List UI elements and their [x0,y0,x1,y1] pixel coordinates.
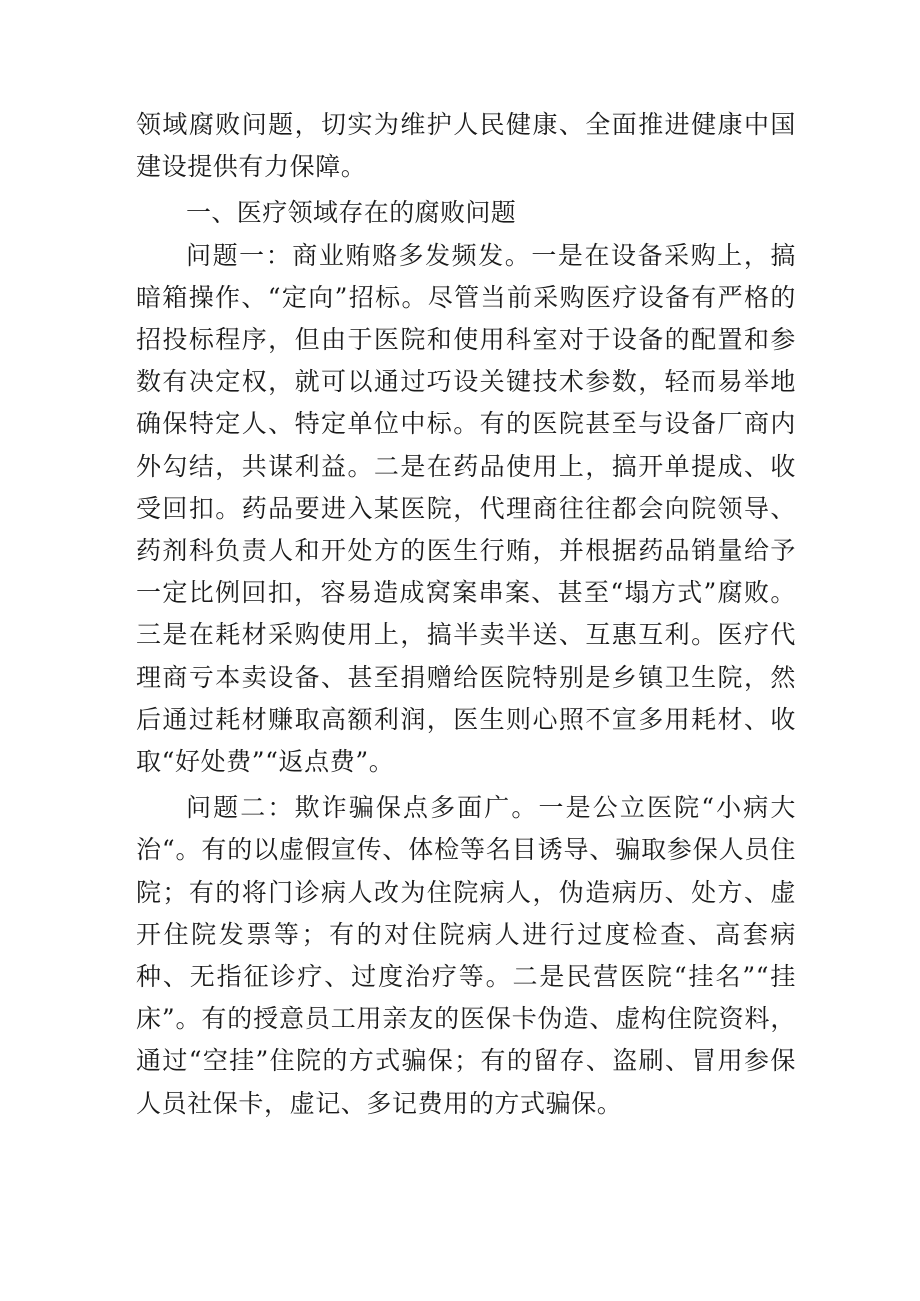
paragraph-problem-two: 问题二：欺诈骗保点多面广。一是公立医院“小病大治“。有的以虚假宣传、体检等名目诱导、骗取参保人员住院；有的将门诊病人改为住院病人，伪造病历、处方、虚开住院发票等；有的对住院病人进行过度检查、高套病种、无指征诊疗、过度治疗等。二是民营医院“挂名”“挂床”。有的授意员工用亲友的医保卡伪造、虚构住院资料，通过“空挂”住院的方式骗保；有的留存、盗刷、冒用参保人员社保卡，虚记、多记费用的方式骗保。 [136,793,796,1118]
section-heading: 一、医疗领域存在的腐败问题 [186,198,517,228]
continuation-paragraph: 领域腐败问题，切实为维护人民健康、全面推进健康中国建设提供有力保障。 [136,110,796,182]
document-body [136,104,796,1125]
paragraph-problem-one: 问题一：商业贿赂多发频发。一是在设备采购上，搞暗箱操作、“定向”招标。尽管当前采购医疗设备有严格的招投标程序，但由于医院和使用科室对于设备的配置和参数有决定权，就可以通过巧设关键技术参数，轻而易举地确保特定人、特定单位中标。有的医院甚至与设备厂商内外勾结，共谋利益。二是在药品使用上，搞开单提成、收受回扣。药品要进入某医院，代理商往往都会向院领导、药剂科负责人和开处方的医生行贿，并根据药品销量给予一定比例回扣，容易造成窝案串案、甚至“塌方式”腐败。三是在耗材采购使用上，搞半卖半送、互惠互利。医疗代理商亏本卖设备、甚至捐赠给医院特别是乡镇卫生院，然后通过耗材赚取高额利润，医生则心照不宣多用耗材、收取“好处费”“返点费”。 [136,240,796,777]
